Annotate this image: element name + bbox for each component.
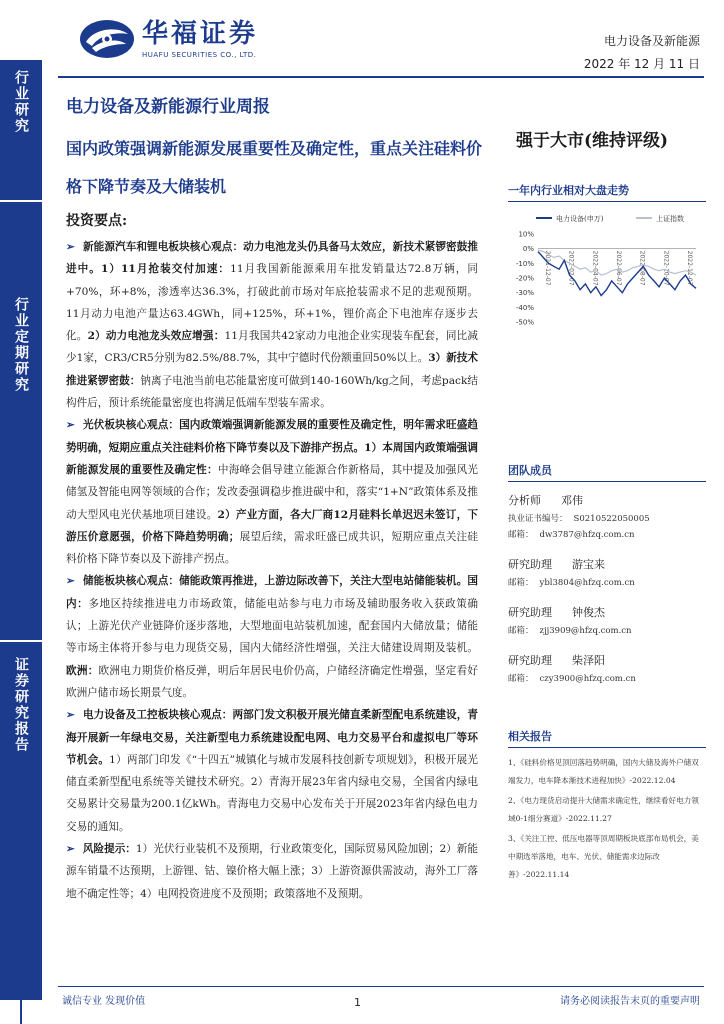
logo-swirl-icon	[78, 18, 136, 60]
member-role: 研究助理	[508, 558, 552, 571]
point-key-text: 电力设备及工控板块核心观点：两部门发文积极开展光储直柔新型配电系统建设，青海开展新一年绿电交易，关注新型电力系统建设配电网、电力交易平台和虚拟电厂等环节机会。	[66, 709, 478, 766]
sidebar-label: 证券研究报告	[13, 657, 29, 753]
member-role: 研究助理	[508, 654, 552, 667]
point-body-text: 11月我国新能源乘用车批发销量达72.8万辆，同+70%，环+8%，渗透率达36.3%，打破此前市场对年底抢装需求不足的悲观预期。11月动力电池产量达63.4GWh，同+125%，环+1%，锂价高企下电池库存逐步去化。	[66, 263, 478, 343]
report-type-title: 电力设备及新能源行业周报	[66, 97, 270, 117]
team-member	[508, 652, 706, 684]
left-sidebar	[0, 0, 42, 1024]
bullet-arrow-icon: ➢	[66, 843, 75, 856]
bullet-arrow-icon: ➢	[66, 241, 75, 253]
member-email[interactable]: czy3900@hfzq.com.cn	[539, 674, 636, 684]
section-title: 一年内行业相对大盘走势	[508, 182, 706, 202]
page-number: 1	[354, 996, 361, 1009]
bullet-arrow-icon: ➢	[66, 419, 75, 432]
cert-number: S0210522050005	[573, 514, 650, 524]
y-tick-label: -40%	[515, 303, 534, 312]
point-key-text: 光伏板块核心观点：国内政策端强调新能源发展的重要性及确定性，明年需求旺盛趋势明确，短期应重点关注硅料价格下降节奏以及下游排产拐点。1）本周国内政策端强调新能源发展的重要性及确定性：	[66, 419, 478, 476]
x-tick-label: 2022-02-07	[567, 250, 575, 286]
related-reports-section	[508, 728, 706, 886]
email-label: 邮箱：	[508, 530, 534, 540]
member-name: 邓伟	[561, 494, 583, 507]
sidebar-block-securities-report	[0, 640, 42, 1000]
sidebar-label: 行业定期研究	[13, 297, 29, 393]
sidebar-block-industry-research	[0, 60, 42, 200]
point-body-text: 11月我国共42家动力电池企业实现装车配套，同比减少1家，CR3/CR5分别为82.5%/88.7%，其中宁德时代份额重回50%以上。	[66, 330, 478, 365]
sidebar-label: 行业研究	[13, 70, 29, 134]
section-title: 团队成员	[508, 462, 706, 482]
point-key-text: 2）动力电池龙头效应增强：	[87, 330, 225, 343]
point-body-text: 中海峰会倡导建立能源合作新格局，其中提及加强风光储氢及智能电网等领域的合作；发改委强调稳步推进碳中和，落实“1+N”政策体系及推动大型风电光伏基地项目建设。	[66, 463, 479, 521]
y-tick-label: -10%	[515, 259, 534, 268]
industry-rating: 强于大市(维持评级)	[516, 131, 669, 151]
investment-point	[66, 704, 478, 838]
performance-chart	[508, 210, 706, 330]
point-key-text: 3）新技术推进紧锣密鼓：	[66, 352, 478, 387]
legend-label: 上证指数	[656, 215, 684, 223]
team-member	[508, 604, 706, 636]
header-category: 电力设备及新能源	[603, 34, 700, 48]
related-reports-list	[508, 754, 706, 884]
footer-rule	[58, 986, 704, 987]
point-key-text: 储能板块核心观点：储能政策再推进，上游边际改善下，关注大型电站储能装机。国内：	[66, 575, 478, 610]
bullet-arrow-icon: ➢	[66, 575, 75, 588]
email-label: 邮箱：	[508, 578, 534, 588]
email-label: 邮箱：	[508, 674, 534, 684]
x-tick-label: 2021-12-07	[544, 250, 551, 286]
investment-highlights-title: 投资要点:	[66, 213, 128, 229]
x-tick-label: 2022-12-07	[686, 250, 693, 286]
sidebar-block-periodic-research	[0, 200, 42, 640]
x-tick-label: 2022-08-07	[638, 250, 646, 286]
legend-label: 电力设备(申万)	[556, 215, 604, 223]
header-rule	[58, 76, 704, 78]
investment-point	[66, 414, 478, 570]
point-body-text: 1）两部门印发《“十四五”城镇化与城市发展科技创新专项规划》，积极开展光储直柔新型配电系统等关键技术研究。2）青海开展23年省内绿电交易，全国省内绿电交易累计交易量为200.1亿kWh。青海电力交易中心发布关于开展2023年省内绿色电力交易的通知。	[66, 753, 478, 833]
point-key-text: 风险提示：	[82, 843, 136, 856]
team-member	[508, 492, 706, 540]
point-body-text: 钠离子电池当前电芯能量密度可做到140-160Wh/kg之间，考虑pack结构件后，预计系统能量密度也将满足低端车型装车需求。	[66, 374, 479, 410]
member-email[interactable]: ybl3804@hfzq.com.cn	[539, 578, 635, 588]
investment-points	[66, 236, 478, 905]
x-tick-label: 2022-10-07	[662, 250, 670, 286]
member-email[interactable]: dw3787@hfzq.com.cn	[539, 530, 635, 540]
x-tick-label: 2022-04-07	[591, 250, 599, 286]
y-tick-label: -30%	[515, 289, 534, 298]
email-label: 邮箱：	[508, 626, 534, 636]
header-date: 2022 年 12 月 11 日	[583, 57, 700, 71]
member-name: 游宝来	[572, 558, 605, 571]
related-report-item[interactable]: 1、《硅料价格见顶回落趋势明确，国内大储及海外户储双端发力，电车降本渐技术进程加快》-2022.12.04	[508, 758, 699, 785]
performance-chart-svg	[508, 210, 706, 330]
related-report-item[interactable]: 3、《关注工控、低压电器等顶周期板块底部布局机会，美中期选举落地，电车、光伏、储能需求边际改善》-2022.11.14	[508, 834, 699, 879]
member-role: 研究助理	[508, 606, 552, 619]
team-section	[508, 462, 706, 684]
section-title: 相关报告	[508, 728, 706, 748]
logo-chinese-name: 华福证券	[142, 18, 259, 49]
y-tick-label: 10%	[518, 230, 534, 239]
member-email[interactable]: zjj3909@hfzq.com.cn	[539, 626, 632, 636]
header-meta	[584, 32, 700, 72]
bullet-arrow-icon: ➢	[66, 709, 75, 722]
logo-english-name: HUAFU SECURITIES CO., LTD.	[142, 50, 257, 59]
report-headline: 国内政策强调新能源发展重要性及确定性，重点关注硅料价格下降节奏及大储装机	[66, 139, 483, 196]
y-tick-label: -20%	[515, 274, 534, 283]
point-key-text: 欧洲：	[66, 664, 99, 677]
x-tick-label: 2022-06-07	[615, 250, 622, 286]
investment-point	[66, 236, 478, 414]
point-key-text: 2）产业方面，各大厂商12月硅料长单迟迟未签订，下游压价意愿强，价格下降趋势明确；	[66, 508, 478, 543]
y-tick-label: -50%	[515, 318, 534, 327]
related-report-item[interactable]: 2、《电力现货启动提升大储需求确定性，继续看好电力领域0-1细分赛道》-2022.11.27	[508, 796, 699, 823]
investment-point	[66, 570, 478, 704]
cert-label: 执业证书编号：	[508, 514, 568, 524]
footer-disclaimer: 请务必阅读报告末页的重要声明	[560, 996, 700, 1007]
sidebar-divider	[20, 1000, 22, 1024]
point-body-text: 1）光伏行业装机不及预期，行业政策变化，国际贸易风险加剧；2）新能源车销量不达预期，上游锂、钴、镍价格大幅上涨；3）上游资源供需波动，海外工厂落地不确定性等；4）电网投资进度不及预期；政策落地不及预期。	[66, 843, 478, 900]
point-body-text: 欧洲电力期货价格反弹，明后年居民电价仍高，户储经济确定性增强，坚定看好欧洲户储市场长期景气度。	[66, 664, 478, 699]
investment-point	[66, 838, 478, 905]
member-role: 分析师	[508, 494, 541, 507]
relative-performance-section	[508, 182, 706, 330]
point-body-text: 多地区持续推进电力市场政策，储能电站参与电力市场及辅助服务收入获政策确认；上游光伏产业链降价逐步落地，大型地面电站装机加速，配套国内大储放量；储能等市场主体将开参与电力现货交易，国内大储经济性增强，关注大储建设周期及装机。	[66, 597, 479, 655]
point-key-text: 新能源汽车和锂电板块核心观点：动力电池龙头仍具备马太效应，新技术紧锣密鼓推进中。1）11月抢装交付加速：	[66, 241, 478, 276]
member-name: 柴泽阳	[572, 654, 605, 667]
y-tick-label: 0%	[522, 245, 534, 254]
company-logo	[78, 18, 258, 60]
member-name: 钟俊杰	[572, 606, 605, 619]
point-body-text: 展望后续，需求旺盛已成共识，短期应重点关注硅料价格下降节奏以及下游排产拐点。	[66, 530, 479, 566]
team-member	[508, 556, 706, 588]
footer-slogan: 诚信专业 发现价值	[62, 996, 146, 1007]
